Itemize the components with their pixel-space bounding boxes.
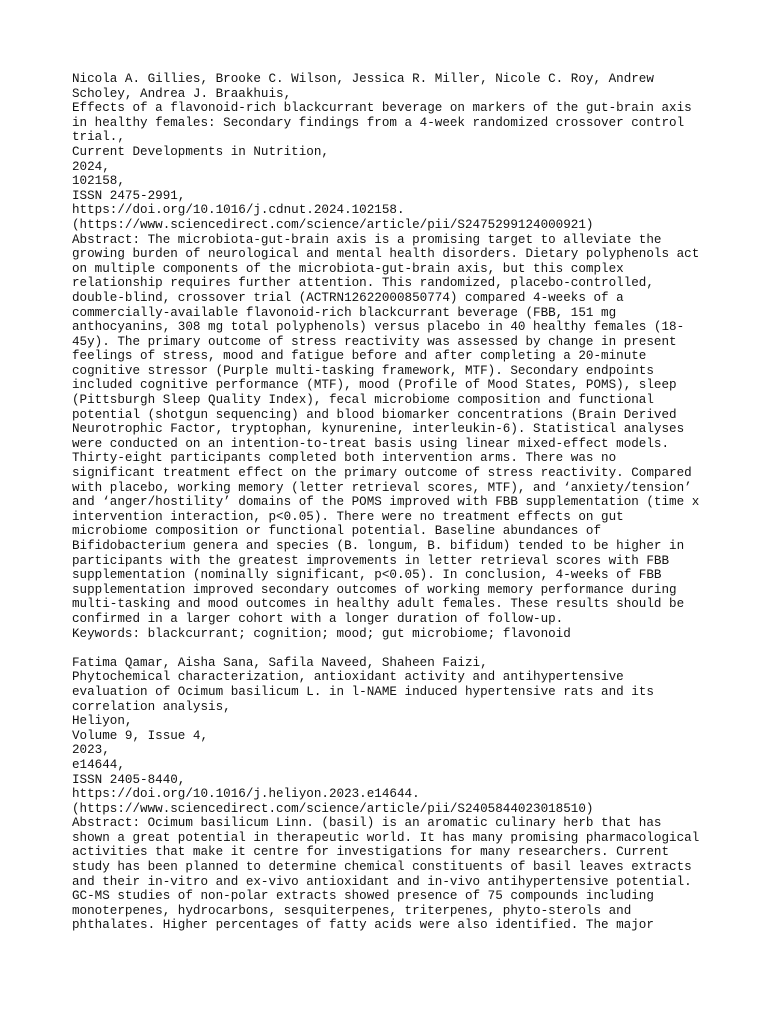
document-text-line: potential (shotgun sequencing) and blood biomarker concentrations (Brain Derived [72,407,677,422]
document-text-line: Heliyon, [72,714,133,729]
document-text-line: were conducted on an intention-to-treat basis using linear mixed-effect models. [72,436,670,451]
document-text-line: monoterpenes, hydrocarbons, sesquiterpenes, triterpenes, phyto-sterols and [72,903,632,918]
document-text-line: ISSN 2405-8440, [72,772,186,787]
document-text-line: 102158, [72,174,125,189]
document-text-line: 2023, [72,743,110,758]
document-text-line: and ‘anger/hostility’ domains of the POMS improved with FBB supplementation (time x [72,495,700,510]
document-text-line: shown a great potential in therapeutic world. It has many promising pharmacological [72,830,700,845]
document-text-line: Abstract: Ocimum basilicum Linn. (basil) is an aromatic culinary herb that has [72,816,662,831]
document-text-line: Neurotrophic Factor, tryptophan, kynurenine, interleukin-6). Statistical analyses [72,422,685,437]
document-text-line: relationship requires further attention. This randomized, placebo-controlled, [72,276,654,291]
document-page [72,72,752,933]
document-text-line: commercially-available flavonoid-rich blackcurrant beverage (FBB, 151 mg [72,305,617,320]
document-text-line: activities that make it centre for investigations for many researchers. Current [72,845,670,860]
document-text-line: multi-tasking and mood outcomes in healthy adult females. These results should be [72,597,685,612]
document-text-line: (https://www.sciencedirect.com/science/article/pii/S2405844023018510) [72,801,594,816]
document-text-line: microbiome composition or functional potential. Baseline abundances of [72,524,602,539]
document-text-line: cognitive stressor (Purple multi-tasking framework, MTF). Secondary endpoints [72,363,654,378]
document-text-line: supplementation improved secondary outcomes of working memory performance during [72,582,677,597]
document-text-line: and their in-vitro and ex-vivo antioxidant and in-vivo antihypertensive potential. [72,874,692,889]
document-text-line: 2024, [72,159,110,174]
document-text-line: e14644, [72,757,125,772]
document-text-line: https://doi.org/10.1016/j.cdnut.2024.102158. [72,203,405,218]
document-text-line: anthocyanins, 308 mg total polyphenols) versus placebo in 40 healthy females (18- [72,320,685,335]
document-text-line: on multiple components of the microbiota-gut-brain axis, but this complex [72,261,624,276]
document-text-line: GC-MS studies of non-polar extracts showed presence of 75 compounds including [72,889,654,904]
document-text-line: ISSN 2475-2991, [72,188,186,203]
document-text-line: correlation analysis, [72,699,231,714]
document-text-line: study has been planned to determine chemical constituents of basil leaves extracts [72,860,692,875]
document-text-line: Bifidobacterium genera and species (B. longum, B. bifidum) tended to be higher in [72,539,685,553]
document-text-line: Thirty-eight participants completed both intervention arms. There was no [72,451,617,466]
document-text-line: Fatima Qamar, Aisha Sana, Safila Naveed, Shaheen Faizi, [72,655,488,670]
document-text-line: evaluation of Ocimum basilicum L. in l-NAME induced hypertensive rats and its [72,684,654,699]
document-text-line: confirmed in a larger cohort with a longer duration of follow-up. [72,611,564,626]
document-text-line: growing burden of neurological and mental health disorders. Dietary polyphenols act [72,247,700,262]
document-text-line: 45y). The primary outcome of stress reactivity was assessed by change in present [72,334,677,349]
document-text-line: (Pittsburgh Sleep Quality Index), fecal microbiome composition and functional [72,393,654,408]
document-text-line: participants with the greatest improvements in letter retrieval scores with FBB [72,553,670,568]
document-text-line: phthalates. Higher percentages of fatty acids were also identified. The major [72,918,654,933]
document-text-line: Phytochemical characterization, antioxidant activity and antihypertensive [72,670,624,685]
document-text-line: https://doi.org/10.1016/j.heliyon.2023.e14644. [72,787,420,802]
document-text-line: feelings of stress, mood and fatigue before and after completing a 20-minute [72,349,647,364]
document-text-line: included cognitive performance (MTF), mood (Profile of Mood States, POMS), sleep [72,378,677,393]
document-text-line: with placebo, working memory (letter retrieval scores, MTF), and ‘anxiety/tension’ [72,480,692,495]
document-text-line: supplementation (nominally significant, p<0.05). In conclusion, 4-weeks of FBB [72,568,662,583]
document-text-line: trial., [72,130,125,145]
document-text-line: significant treatment effect on the primary outcome of stress reactivity. Compared [72,466,692,481]
document-text-line: Nicola A. Gillies, Brooke C. Wilson, Jessica R. Miller, Nicole C. Roy, Andrew [72,72,654,86]
document-text-line [72,641,752,656]
document-text-line: double-blind, crossover trial (ACTRN12622000850774) compared 4-weeks of a [72,290,624,305]
document-text-line: Scholey, Andrea J. Braakhuis, [72,86,292,101]
document-text-line: Abstract: The microbiota-gut-brain axis is a promising target to alleviate the [72,232,662,247]
document-text-line: Current Developments in Nutrition, [72,144,329,159]
document-text-line: (https://www.sciencedirect.com/science/article/pii/S2475299124000921) [72,217,594,232]
document-text-line: intervention interaction, p<0.05). There were no treatment effects on gut [72,509,624,524]
document-text-line: in healthy females: Secondary findings from a 4-week randomized crossover control [72,115,685,130]
document-text-line: Effects of a flavonoid-rich blackcurrant beverage on markers of the gut-brain axis [72,101,692,116]
document-text-line: Keywords: blackcurrant; cognition; mood; gut microbiome; flavonoid [72,626,571,641]
document-text-line: Volume 9, Issue 4, [72,728,209,743]
